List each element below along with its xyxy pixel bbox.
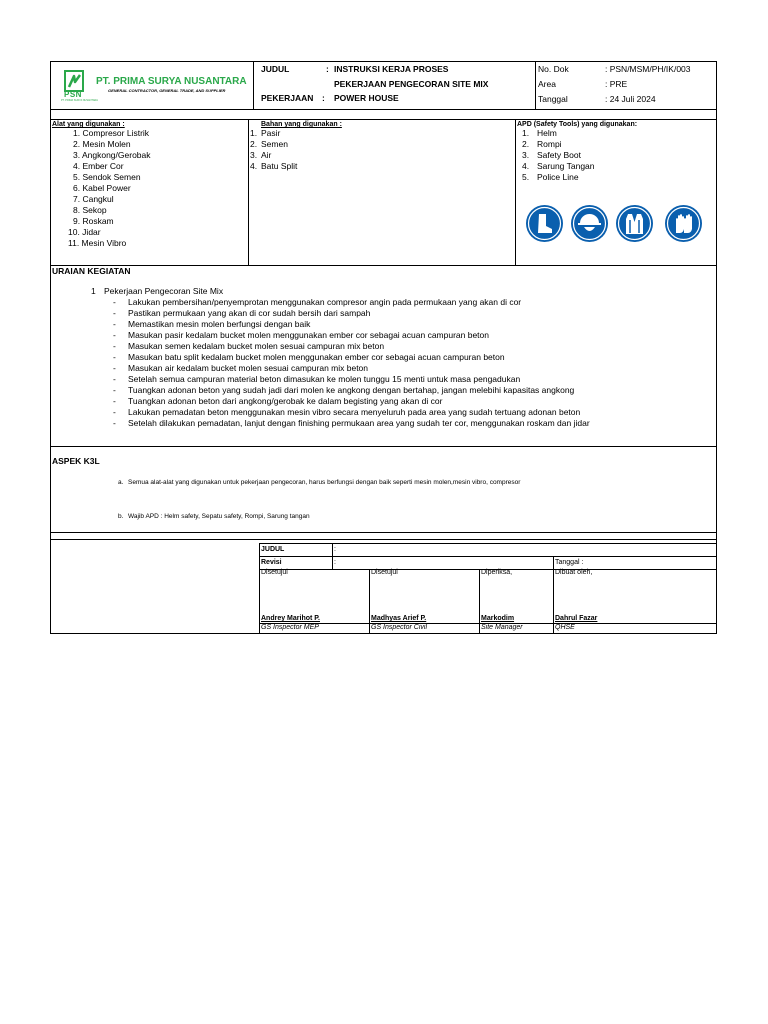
signoff-role: Disetujui [261,569,288,576]
divider [259,543,716,544]
step-text: Masukan pasir kedalam bucket molen menggunakan ember cor sebagai acuan campuran beton [128,330,489,340]
k3l-title: ASPEK K3L [52,456,100,466]
no-dok-value: : PSN/MSM/PH/IK/003 [605,64,691,74]
item-label: Helm [537,128,557,138]
section-title: Pekerjaan Pengecoran Site Mix [104,286,224,296]
item-label: Police Line [537,172,579,182]
divider [50,539,717,540]
logo-subtext: PT. PRIMA SURYA NUSANTARA [61,99,98,102]
divider [479,569,480,634]
list-item [522,161,595,172]
signoff-role: Disetujui [371,569,398,576]
list-item [113,352,590,363]
step-text: Masukan batu split kedalam bucket molen menggunakan ember cor sebagai acuan campuran beton [128,352,505,362]
step-text: Setelah semua campuran material beton dimasukan ke molen tunggu 15 menti untuk masa pengadukan [128,374,521,384]
bahan-title: Bahan yang digunakan : [261,121,342,128]
signoff-title: Site Manager [481,624,523,631]
divider [50,532,717,533]
item-number: 3. [250,150,258,160]
uraian-steps [113,297,590,429]
list-item: 1. Compresor Listrik [73,128,150,138]
signoff-name: Andrey Marihot P. [261,615,320,622]
divider [259,556,716,557]
judul-sep: : [326,64,329,74]
step-text: Memastikan mesin molen berfungsi dengan baik [128,319,311,329]
signoff-name: Madhyas Arief P. [371,615,427,622]
divider [553,556,554,634]
item-text: Wajib APD : Helm safety, Sepatu safety, Rompi, Sarung tangan [128,513,310,520]
company-tagline: GENERAL CONTRACTOR, GENERAL TRADE, AND SUPPLIER [108,88,226,93]
item-number: 5. [522,172,530,182]
list-item: 3. Angkong/Gerobak [73,150,151,160]
k3l-item-a [118,479,520,487]
divider [50,109,717,110]
list-item [113,418,590,429]
step-text: Tuangkan adonan beton dari angkong/gerobak ke dalam begisting yang akan di cor [128,396,443,406]
pekerjaan-value: POWER HOUSE [334,93,399,103]
signoff-tanggal-label: Tanggal : [555,559,584,566]
signoff-revisi-sep: : [334,559,336,566]
list-item: 10. Jidar [68,227,101,237]
list-item [113,407,590,418]
tanggal-label: Tanggal [538,94,568,104]
bullet: - [113,352,116,362]
item-number: 3. [522,150,530,160]
list-item [250,150,297,161]
list-item [113,374,590,385]
k3l-item-b [118,513,310,521]
signoff-title: GS Inspector MEP [261,624,319,631]
list-item [113,363,590,374]
step-text: Lakukan pembersihan/penyemprotan menggunakan compresor angin pada permukaan yang akan di cor [128,297,522,307]
divider [332,543,333,569]
divider [369,569,370,634]
list-item: 11. Mesin Vibro [68,238,127,248]
signoff-judul-label: JUDUL [261,546,285,553]
alat-title: Alat yang digunakan : [52,121,125,128]
list-item [113,297,590,308]
list-item [113,396,590,407]
bullet: - [113,418,116,428]
helmet-icon [571,205,608,242]
list-item: 2. Mesin Molen [73,139,131,149]
list-item: 6. Kabel Power [73,183,131,193]
judul-line2: PEKERJAAN PENGECORAN SITE MIX [334,79,489,89]
divider [50,265,717,266]
item-number: 4. [522,161,530,171]
signoff-title: GS Inspector Civil [371,624,428,631]
signoff-role: Dibuat oleh, [555,569,593,576]
step-text: Lakukan pemadatan beton menggunakan mesin vibro secara menyeluruh pada area yang sudah tertuang adonan beton [128,407,581,417]
item-label: Pasir [261,128,281,138]
company-logo [61,70,98,102]
list-item [522,139,595,150]
divider [253,61,254,109]
item-number: 2. [250,139,258,149]
pekerjaan-label: PEKERJAAN [261,93,314,103]
item-label: Batu Split [261,161,298,171]
signoff-judul-sep: : [334,546,336,553]
step-text: Masukan air kedalam bucket molen sesuai campuran mix beton [128,363,369,373]
company-name: PT. PRIMA SURYA NUSANTARA [96,76,247,87]
list-item [113,319,590,330]
vest-icon [616,205,653,242]
tanggal-value: : 24 Juli 2024 [605,94,656,104]
list-item [522,172,595,183]
divider [248,119,249,265]
step-text: Pastikan permukaan yang akan di cor sudah bersih dari sampah [128,308,371,318]
divider [535,61,536,109]
step-text: Setelah dilakukan pemadatan, lanjut dengan finishing permukaan area yang sudah ter cor, menggunakan roskam dan jidar [128,418,590,428]
list-item: 4. Ember Cor [73,161,124,171]
bullet: - [113,319,116,329]
item-label: Sarung Tangan [537,161,595,171]
pekerjaan-sep: : [322,93,325,103]
boot-icon [526,205,563,242]
list-item [113,341,590,352]
list-item [250,139,297,150]
signoff-name: Dahrul Fazar [555,615,598,622]
bullet: - [113,330,116,340]
gloves-icon [665,205,702,242]
item-marker: a. [118,479,124,486]
list-item: 7. Cangkul [73,194,114,204]
item-marker: b. [118,513,124,520]
list-item [522,128,595,139]
bullet: - [113,385,116,395]
bullet: - [113,341,116,351]
item-number: 1. [522,128,530,138]
signoff-title: QHSE [555,624,575,631]
bullet: - [113,297,116,307]
judul-label: JUDUL [261,64,290,74]
bahan-list [250,128,297,172]
item-number: 4. [250,161,258,171]
item-text: Semua alat-alat yang digunakan untuk pekerjaan pengecoran, harus berfungsi dengan baik seperti mesin molen,mesin vibro, compresor [128,479,521,486]
alat-list [66,128,151,249]
list-item [250,128,297,139]
signoff-name: Markodim [481,615,515,622]
list-item [522,150,595,161]
list-item [113,385,590,396]
uraian-title: URAIAN KEGIATAN [52,266,131,276]
divider [259,543,260,634]
bullet: - [113,374,116,384]
apd-title: APD (Safety Tools) yang digunakan: [517,121,638,128]
list-item [250,161,297,172]
list-item: 9. Roskam [73,216,114,226]
area-value: : PRE [605,79,628,89]
logo-text: PSN [64,90,82,99]
bullet: - [113,363,116,373]
item-label: Safety Boot [537,150,581,160]
judul-line1: INSTRUKSI KERJA PROSES [334,64,449,74]
item-number: 1. [250,128,258,138]
no-dok-label: No. Dok [538,64,569,74]
signoff-revisi-label: Revisi [261,559,282,566]
apd-list [522,128,595,183]
signoff-role: Diperiksa, [481,569,513,576]
area-label: Area [538,79,556,89]
bullet: - [113,407,116,417]
divider [50,446,717,447]
step-text: Masukan semen kedalam bucket molen sesuai campuran mix beton [128,341,385,351]
item-label: Rompi [537,139,562,149]
list-item: 5. Sendok Semen [73,172,141,182]
bullet: - [113,308,116,318]
list-item: 8. Sekop [73,205,107,215]
item-label: Air [261,150,272,160]
divider [515,119,516,265]
bullet: - [113,396,116,406]
step-text: Tuangkan adonan beton yang sudah jadi dari molen ke angkong dengan bertahap, jangan melebihi kapasitas angkong [128,385,575,395]
list-item [113,308,590,319]
item-label: Semen [261,139,288,149]
item-number: 2. [522,139,530,149]
list-item [113,330,590,341]
section-number: 1 [91,286,96,296]
